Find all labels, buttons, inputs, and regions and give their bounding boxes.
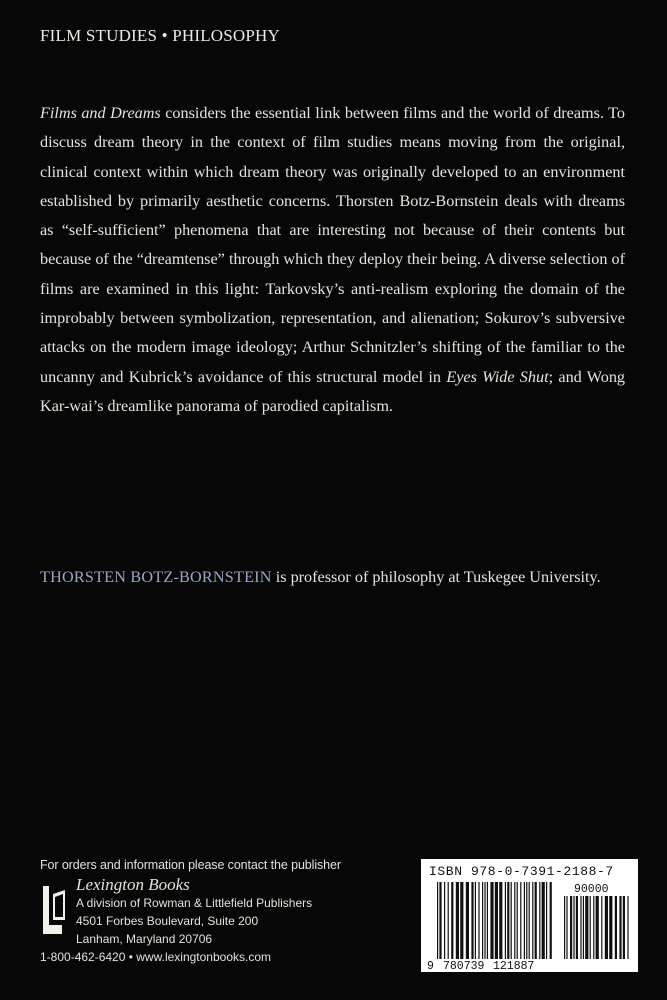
barcode-bar <box>596 896 599 959</box>
author-name: THORSTEN BOTZ-BORNSTEIN <box>40 568 272 586</box>
barcode-bar <box>487 882 488 959</box>
barcode-bar <box>615 896 617 959</box>
barcode-bar <box>542 882 545 959</box>
barcode-graphic <box>421 859 638 972</box>
publisher-name: Lexington Books <box>76 875 190 894</box>
barcode-bar <box>456 882 459 959</box>
author-bio <box>40 566 640 588</box>
isbn-label: ISBN 978-0-7391-2188-7 <box>429 864 614 879</box>
publisher-address-1: 4501 Forbes Boulevard, Suite 200 <box>76 914 259 928</box>
barcode-first-digit: 9 <box>427 960 434 972</box>
publisher-division: A division of Rowman & Littlefield Publishers <box>76 896 313 910</box>
barcode-bar <box>535 882 537 959</box>
author-bio-text: is professor of philosophy at Tuskegee University. <box>271 568 601 586</box>
barcode-bar <box>495 882 498 959</box>
category-label: FILM STUDIES • PHILOSOPHY <box>40 26 281 45</box>
barcode-bar <box>471 882 473 959</box>
barcode-bar <box>546 882 547 959</box>
barcode-bar <box>593 896 594 959</box>
publisher-contact-line: For orders and information please contact the publisher <box>40 858 341 872</box>
barcode-bar <box>566 896 567 959</box>
barcode-left-digits: 780739 <box>443 960 485 972</box>
barcode-bar <box>484 882 485 959</box>
barcode-bar <box>580 896 581 959</box>
barcode-bar <box>564 896 565 959</box>
description-text-2: ; and Wong Kar-wai’s dreamlike panorama of parodied capitalism. <box>40 367 626 415</box>
barcode-bar <box>478 882 479 959</box>
barcode-bar <box>605 896 608 959</box>
film-title: Eyes Wide Shut <box>446 367 549 386</box>
barcode-bar <box>437 882 438 959</box>
barcode-bar <box>499 882 502 959</box>
lexington-logo-icon <box>40 880 70 940</box>
book-title: Films and Dreams <box>40 104 161 122</box>
description-text-1: considers the essential link between films and the world of dreams. To discuss dream theory in the context of film studies means moving from the original, clinical context within which dream theory was originally developed to an environment established by primarily aesthetic concerns. Thorsten Botz-Bornstein deals with dreams as “self-sufficient” phenomena that are interesting not because of their contents but because of the “dreamtense” through which they deploy their being. A diverse selection of films are examined in this light: Tarkovsky’s anti-realism exploring the domain of the improbably between symbolization, representation, and alienation; Sokurov’s subversive attacks on the modern image ideology; Arthur Schnitzler’s shifting of the familiar to the uncanny and Kubrick’s avoidance of this structural model in <box>40 104 626 386</box>
barcode-bar <box>448 882 449 959</box>
barcode-bar <box>573 896 574 959</box>
barcode-bar <box>517 882 518 959</box>
barcode-bar <box>490 882 493 959</box>
barcode-bar <box>570 896 572 959</box>
publisher-info <box>40 858 390 966</box>
barcode-bar <box>466 882 469 959</box>
publisher-phone-web: 1-800-462-6420 • www.lexingtonbooks.com <box>40 950 271 964</box>
book-description <box>40 99 625 421</box>
publisher-address-2: Lanham, Maryland 20706 <box>76 932 213 946</box>
barcode-bar <box>529 882 530 959</box>
barcode-bar <box>532 882 533 959</box>
barcode-bar <box>583 896 584 959</box>
barcode-bar <box>439 882 441 959</box>
barcode-bar <box>601 896 602 959</box>
isbn-barcode <box>421 859 638 972</box>
barcode-bar <box>460 882 463 959</box>
barcode-right-digits: 121887 <box>493 960 535 972</box>
barcode-bar <box>507 882 509 959</box>
barcode-bar <box>619 896 621 959</box>
barcode-bar <box>526 882 527 959</box>
barcode-price-code: 90000 <box>574 883 609 896</box>
barcode-bar <box>475 882 476 959</box>
barcode-bar <box>609 896 612 959</box>
barcode-bar <box>524 882 525 959</box>
barcode-bar <box>585 896 588 959</box>
barcode-bar <box>520 882 521 959</box>
barcode-bar <box>505 882 506 959</box>
barcode-bar <box>482 882 483 959</box>
barcode-bar <box>590 896 591 959</box>
barcode-bar <box>444 882 445 959</box>
barcode-bar <box>514 882 515 959</box>
barcode-bar <box>451 882 453 959</box>
barcode-bar <box>550 882 552 959</box>
barcode-bar <box>539 882 540 959</box>
barcode-bar <box>627 896 628 959</box>
barcode-bar <box>576 896 578 959</box>
barcode-bar <box>511 882 512 959</box>
barcode-bar <box>623 896 625 959</box>
